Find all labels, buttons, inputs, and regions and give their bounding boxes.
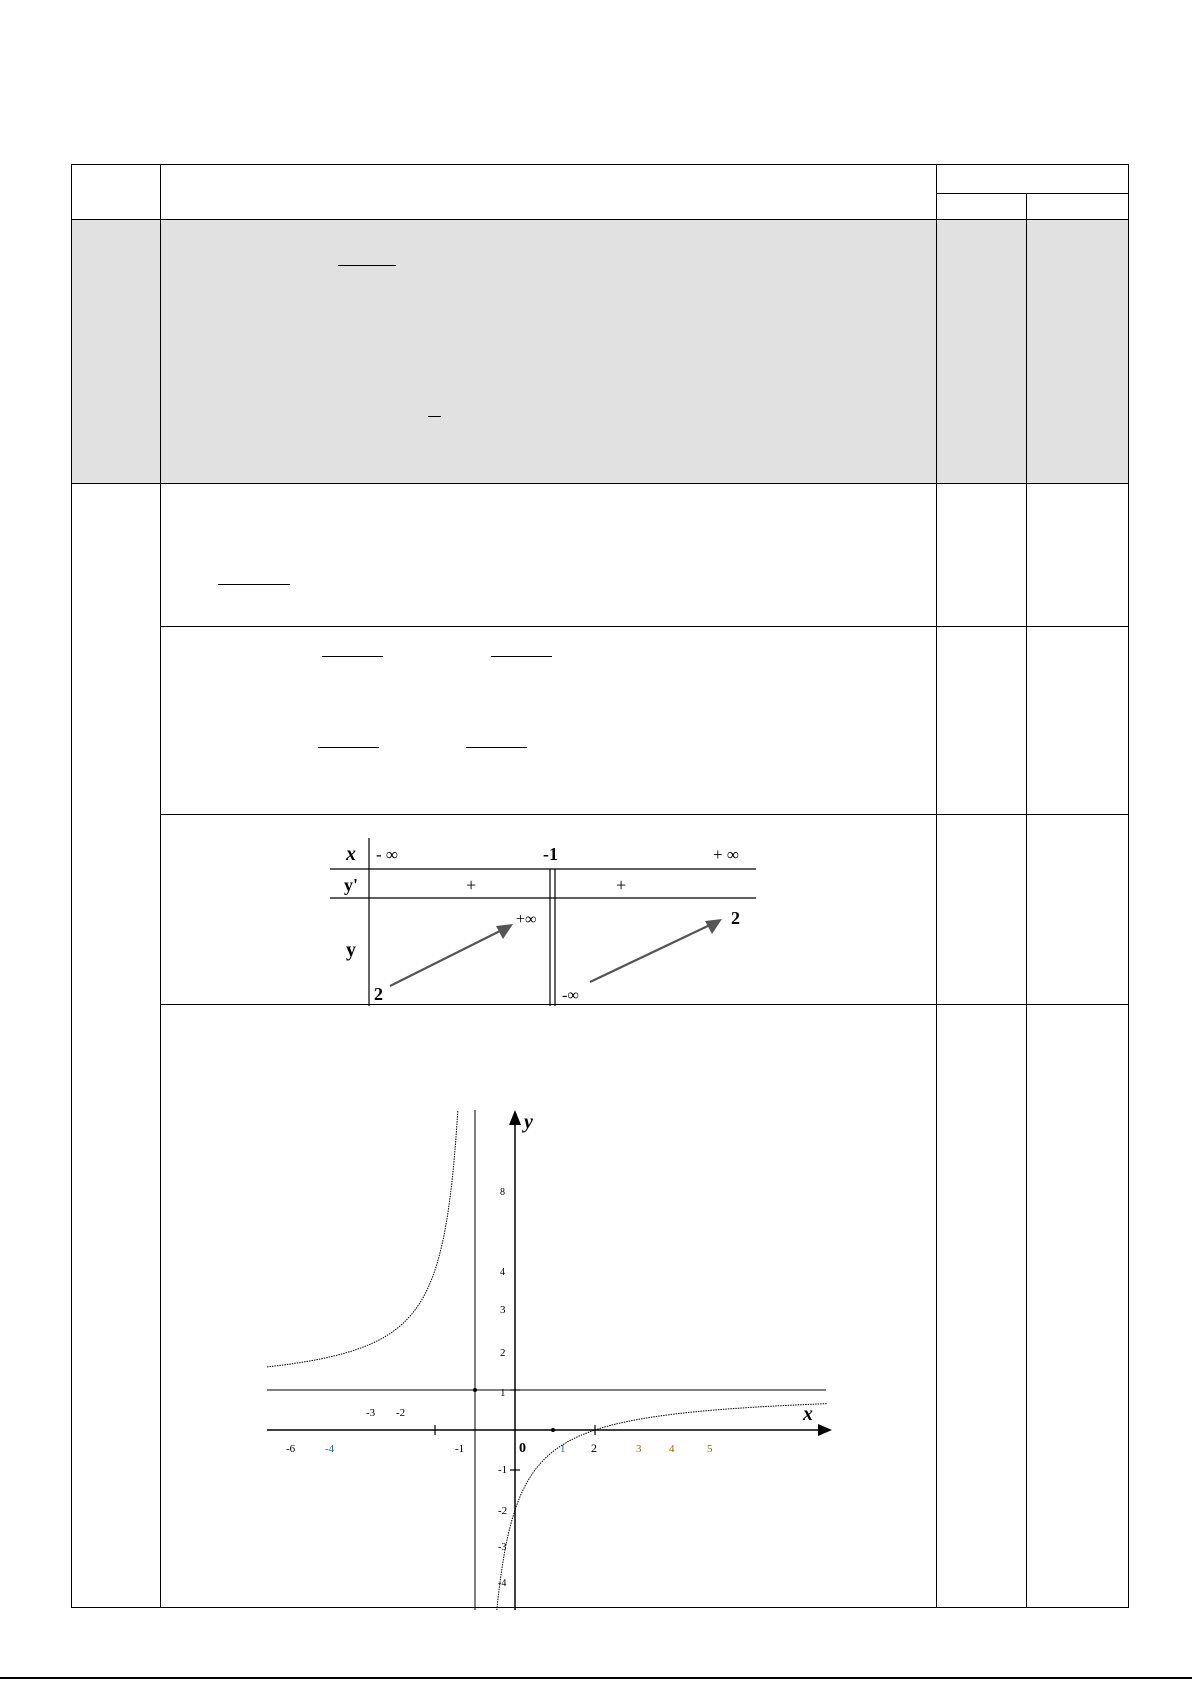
y-axis-label: y <box>524 1111 533 1133</box>
x-tick-label: 4 <box>669 1443 675 1455</box>
x-axis-arrow-icon <box>818 1424 832 1436</box>
curve-branch-left <box>267 1110 471 1367</box>
x-axis-label: x <box>803 1403 813 1425</box>
y-tick-label: -1 <box>498 1464 508 1476</box>
vt-x-mid: -1 <box>543 844 558 864</box>
score-cell <box>1027 484 1129 627</box>
x-tick-label: -6 <box>286 1443 296 1455</box>
x-tick-label: -2 <box>396 1407 406 1419</box>
score-cell <box>937 815 1027 1005</box>
vt-dy-sign-left: + <box>466 875 477 895</box>
vt-y-left-start: 2 <box>374 984 383 1004</box>
score-cell <box>1027 1005 1129 1608</box>
fraction-bar <box>428 416 441 417</box>
vt-y-label: y <box>346 939 356 961</box>
y-tick-label: 8 <box>500 1187 505 1198</box>
score-cell <box>937 1005 1027 1608</box>
y-tick-label: -3 <box>498 1542 507 1553</box>
y-tick-label: 3 <box>500 1304 506 1316</box>
vt-dy-sign-right: + <box>616 875 627 895</box>
curve-branch-right <box>494 1404 827 1610</box>
x-intercept-point <box>551 1428 555 1432</box>
variation-table <box>330 838 762 1006</box>
y-tick-label: 2 <box>500 1347 506 1359</box>
origin-label: 0 <box>519 1441 526 1456</box>
question-statement-cell <box>161 220 937 484</box>
x-tick-label: -4 <box>325 1443 335 1455</box>
vt-x-left: - ∞ <box>376 845 399 864</box>
vt-dy-label: y' <box>344 875 359 895</box>
header-cell-content <box>161 165 937 220</box>
function-graph <box>240 1110 840 1610</box>
fraction-bar <box>318 747 379 748</box>
fraction-bar <box>218 584 290 585</box>
question-cell-1 <box>72 220 161 484</box>
x-tick-label: 5 <box>707 1443 713 1455</box>
page-bottom-rule <box>0 1677 1192 1679</box>
score-cell <box>937 220 1027 484</box>
y-tick-label: -4 <box>498 1578 507 1589</box>
header-cell-score <box>937 165 1129 194</box>
vt-arrow-right <box>590 924 712 982</box>
vt-y-right-end: 2 <box>731 908 740 928</box>
fraction-bar <box>322 656 383 657</box>
x-tick-label: 2 <box>591 1441 597 1455</box>
y-tick-label: 1 <box>500 1387 506 1399</box>
intersection-point <box>473 1388 477 1392</box>
fraction-bar <box>466 747 527 748</box>
score-cell <box>1027 627 1129 815</box>
x-tick-label: 3 <box>636 1443 642 1455</box>
score-cell <box>1027 815 1129 1005</box>
header-cell-score-b <box>1027 194 1129 220</box>
vt-arrow-left <box>390 930 502 986</box>
x-tick-label: -3 <box>366 1407 376 1419</box>
vt-x-label: x <box>346 843 356 865</box>
header-cell-question <box>72 165 161 220</box>
vt-y-right-start: -∞ <box>562 987 579 1004</box>
vt-x-right: + ∞ <box>713 845 739 864</box>
score-cell <box>937 627 1027 815</box>
solution-step-domain <box>161 484 937 627</box>
x-tick-label: 1 <box>560 1443 566 1455</box>
y-tick-label: -2 <box>498 1505 508 1517</box>
vt-y-left-end: +∞ <box>516 911 537 928</box>
header-cell-score-a <box>937 194 1027 220</box>
fraction-bar <box>491 656 552 657</box>
score-cell <box>937 484 1027 627</box>
solution-step-limits <box>161 627 937 815</box>
x-tick-label: -1 <box>455 1443 465 1455</box>
fraction-bar <box>338 265 396 266</box>
y-tick-label: 4 <box>500 1267 505 1278</box>
question-cell-2 <box>72 484 161 1608</box>
y-axis-arrow-icon <box>509 1110 521 1125</box>
score-cell <box>1027 220 1129 484</box>
